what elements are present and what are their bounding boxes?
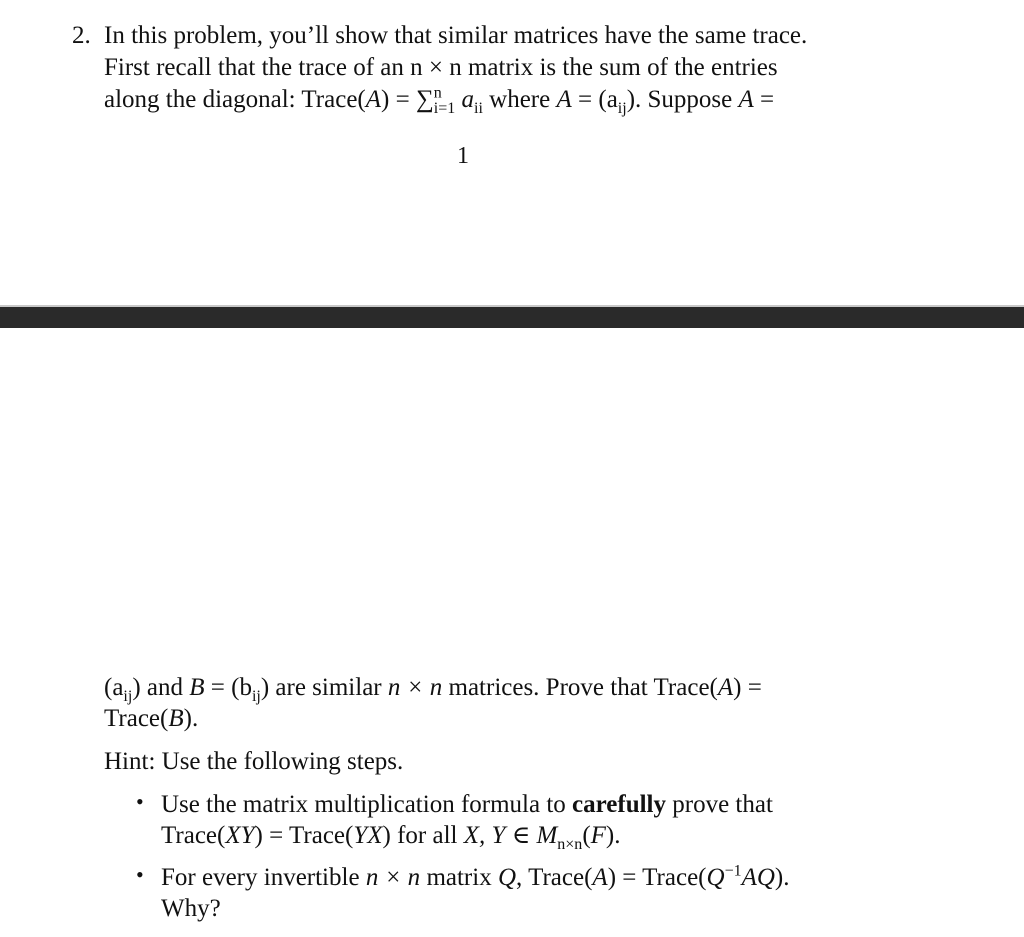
bullet-icon: • bbox=[136, 862, 144, 887]
bullet-1-line-2: Trace(XY) = Trace(YX) for all X, Y ∈ $M_{n\times n}(F)$. bbox=[161, 822, 621, 853]
sum-symbol: ∑ bbox=[415, 86, 434, 113]
hint-text: Hint: Use the following steps. bbox=[104, 748, 404, 775]
problem-number: 2. bbox=[72, 22, 91, 49]
statement-line-2: Trace(B). bbox=[104, 705, 199, 732]
problem-text-line-3: along the diagonal: Trace(A) = ∑$^n_{i=1}$ $a_{ii}$ where $A = (a_{ij})$. Suppose A = bbox=[104, 84, 775, 117]
bullet-2-line-1: For every invertible n × n matrix Q, Trace(A) = $Trace(Q^{-1}AQ)$. bbox=[161, 862, 790, 891]
bullet-1-line-1: Use the matrix multiplication formula to carefully prove that bbox=[161, 791, 773, 818]
page-divider bbox=[0, 307, 1024, 328]
document-page-top bbox=[0, 0, 1024, 306]
bullet-icon: • bbox=[136, 789, 144, 814]
statement-line-1: $(a_{ij})$ and $B = (b_{ij})$ are similar n × n matrices. Prove that Trace(A) = bbox=[104, 674, 762, 705]
bullet-2-line-2: Why? bbox=[161, 895, 221, 922]
page-number: 1 bbox=[457, 143, 469, 169]
problem-text-line-2: First recall that the trace of an n × n matrix is the sum of the entries bbox=[104, 54, 778, 81]
problem-text-line-1: In this problem, you’ll show that similar matrices have the same trace. bbox=[104, 22, 808, 49]
